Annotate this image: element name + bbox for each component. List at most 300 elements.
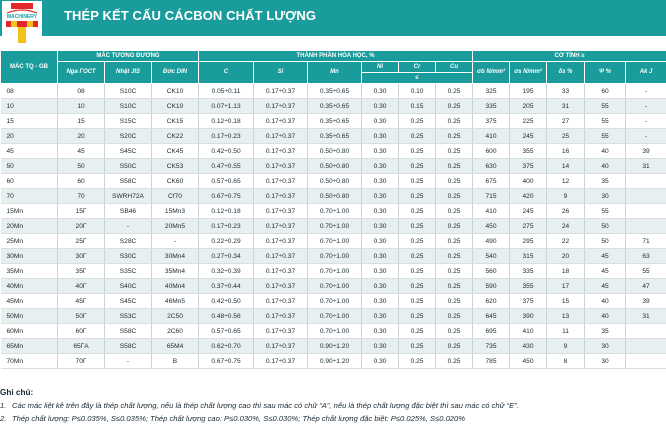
table-cell: B [152, 354, 199, 369]
table-cell: 15Mn3 [152, 204, 199, 219]
table-cell: - [626, 114, 666, 129]
logo-text: MACHINERY [6, 14, 38, 20]
group-mac-tuong-duong: MÁC TƯƠNG ĐƯƠNG [58, 51, 199, 62]
table-row [1, 309, 666, 324]
table-cell: 0.25 [399, 324, 436, 339]
table-cell: 35Г [58, 264, 105, 279]
table-cell: 70 [58, 189, 105, 204]
table-cell: 0.57÷0.65 [199, 324, 254, 339]
table-cell: 08 [1, 84, 58, 99]
table-cell: 0.25 [436, 264, 473, 279]
col-sigma-b: σb N/mm² [473, 62, 510, 84]
table-cell: 0.90÷1.20 [308, 339, 362, 354]
table-row [1, 159, 666, 174]
table-cell: CK22 [152, 129, 199, 144]
table-cell: 2C50 [152, 309, 199, 324]
table-cell: 11 [547, 324, 585, 339]
table-cell: 8 [547, 354, 585, 369]
table-cell: 70Mn [1, 354, 58, 369]
table-cell: 0.12÷0.18 [199, 204, 254, 219]
table-cell: S28C [105, 234, 152, 249]
table-cell: 63 [626, 249, 666, 264]
table-cell: 0.25 [436, 99, 473, 114]
table-cell: 0.17÷0.37 [254, 294, 308, 309]
table-cell: 15 [58, 114, 105, 129]
table-cell: 0.25 [399, 339, 436, 354]
table-cell: 0.25 [399, 309, 436, 324]
table-cell: 60 [585, 84, 626, 99]
table-cell: 0.30 [362, 114, 399, 129]
table-cell: 410 [510, 324, 547, 339]
table-cell: 735 [473, 339, 510, 354]
table-cell: S58C [105, 174, 152, 189]
table-cell: 0.25 [399, 114, 436, 129]
note-number: 2. [0, 414, 7, 423]
table-cell: 0.17÷0.37 [254, 324, 308, 339]
table-row [1, 174, 666, 189]
table-cell: 40 [585, 294, 626, 309]
table-cell: 0.70÷1.00 [308, 324, 362, 339]
table-cell: 26 [547, 204, 585, 219]
table-cell: 0.70÷1.00 [308, 264, 362, 279]
table-cell: SB46 [105, 204, 152, 219]
table-cell: 0.25 [399, 189, 436, 204]
note-number: 1. [0, 401, 7, 410]
table-cell: 55 [585, 129, 626, 144]
table-cell: 600 [473, 144, 510, 159]
table-row [1, 324, 666, 339]
table-cell: 30 [585, 189, 626, 204]
table-cell: 0.30 [362, 204, 399, 219]
table-cell: 0.25 [399, 354, 436, 369]
table-cell: 0.17÷0.37 [254, 129, 308, 144]
table-cell: 335 [473, 99, 510, 114]
table-cell: 0.25 [436, 279, 473, 294]
table-cell: CK45 [152, 144, 199, 159]
table-cell: 0.30 [362, 264, 399, 279]
table-cell: 420 [510, 189, 547, 204]
table-cell: 50 [585, 234, 626, 249]
table-cell: S30C [105, 249, 152, 264]
table-cell: 620 [473, 294, 510, 309]
table-cell: 18 [547, 264, 585, 279]
table-cell: 195 [510, 84, 547, 99]
table-cell: 0.32÷0.39 [199, 264, 254, 279]
table-cell: 0.25 [436, 144, 473, 159]
table-cell: 55 [626, 264, 666, 279]
table-cell: 0.30 [362, 129, 399, 144]
table-cell: 15Mn [1, 204, 58, 219]
table-cell: 0.27÷0.34 [199, 249, 254, 264]
table-cell: 0.25 [436, 114, 473, 129]
table-cell: 630 [473, 159, 510, 174]
table-cell: 0.25 [399, 264, 436, 279]
table-cell: 410 [473, 204, 510, 219]
table-cell: 0.30 [362, 99, 399, 114]
table-cell [626, 354, 666, 369]
table-cell: - [626, 99, 666, 114]
table-cell: 20Mn5 [152, 219, 199, 234]
table-cell: 60 [58, 174, 105, 189]
table-cell: 39 [626, 294, 666, 309]
table-cell: 25Mn [1, 234, 58, 249]
table-cell: 0.25 [436, 354, 473, 369]
table-cell: 245 [510, 204, 547, 219]
table-cell: 40Mn4 [152, 279, 199, 294]
table-row [1, 84, 666, 99]
table-cell: 0.07÷1.13 [199, 99, 254, 114]
col-si: Si [254, 62, 308, 84]
table-cell: Cf70 [152, 189, 199, 204]
table-row [1, 264, 666, 279]
table-cell: 375 [473, 114, 510, 129]
table-cell: 45 [585, 264, 626, 279]
table-cell: 24 [547, 219, 585, 234]
table-cell: 0.30 [362, 84, 399, 99]
table-cell: CK60 [152, 174, 199, 189]
notes-title: Ghi chú: [0, 388, 34, 397]
table-cell: 0.25 [399, 129, 436, 144]
table-cell: 0.47÷0.55 [199, 159, 254, 174]
table-cell: 0.25 [436, 84, 473, 99]
table-cell: 0.17÷0.37 [254, 279, 308, 294]
table-cell: 335 [510, 264, 547, 279]
table-cell: 50Г [58, 309, 105, 324]
table-cell: CK53 [152, 159, 199, 174]
table-cell: 39 [626, 144, 666, 159]
table-cell: 0.17÷0.37 [254, 159, 308, 174]
table-cell: - [105, 354, 152, 369]
col-sigma-s: σs N/mm² [510, 62, 547, 84]
note-item [0, 414, 666, 423]
table-row [1, 339, 666, 354]
table-cell: 35Mn [1, 264, 58, 279]
table-cell: 10 [58, 99, 105, 114]
table-cell: 295 [510, 234, 547, 249]
table-cell: S45C [105, 144, 152, 159]
table-cell: 0.25 [436, 309, 473, 324]
table-row [1, 354, 666, 369]
col-c: C [199, 62, 254, 84]
table-cell: 15Г [58, 204, 105, 219]
table-cell [626, 324, 666, 339]
table-cell: 0.25 [436, 159, 473, 174]
group-thanh-phan-hoa-hoc: THÀNH PHẦN HÓA HỌC, % [199, 51, 473, 62]
table-cell: 0.17÷0.37 [254, 204, 308, 219]
table-cell: 30Mn4 [152, 249, 199, 264]
table-cell: 0.25 [399, 279, 436, 294]
table-cell: 45 [585, 249, 626, 264]
table-row [1, 189, 666, 204]
table-cell: 400 [510, 174, 547, 189]
table-row [1, 219, 666, 234]
table-cell: 0.22÷0.29 [199, 234, 254, 249]
table-cell: 30Mn [1, 249, 58, 264]
note-text: Thép chất lượng: P≤0.035%, S≤0.035%; Thép chất lượng cao: P≤0.030%, S≤0.030%; Thép chất lượng đặc biệt: P≤0.025%, S≤0.020% [12, 414, 465, 423]
table-cell: 0.25 [399, 159, 436, 174]
table-cell: 0.67÷0.75 [199, 189, 254, 204]
table-cell: 46Mn5 [152, 294, 199, 309]
table-cell: 0.37÷0.44 [199, 279, 254, 294]
group-co-tinh: CƠ TÍNH ≥ [473, 51, 666, 62]
table-cell: 0.25 [436, 234, 473, 249]
table-cell: 0.25 [436, 129, 473, 144]
table-cell: 65Mn [1, 339, 58, 354]
table-cell: 0.30 [362, 144, 399, 159]
table-cell: 0.70÷1.00 [308, 294, 362, 309]
table-row [1, 129, 666, 144]
table-cell: 375 [510, 294, 547, 309]
le-symbol: ≤ [362, 73, 473, 84]
table-cell: 10 [1, 99, 58, 114]
table-cell: 40 [585, 159, 626, 174]
table-row [1, 249, 666, 264]
table-cell: 15 [547, 294, 585, 309]
note-item [0, 401, 666, 410]
table-cell: 0.17÷0.37 [254, 114, 308, 129]
table-cell: 22 [547, 234, 585, 249]
table-cell: 55 [585, 114, 626, 129]
table-cell: 0.25 [399, 249, 436, 264]
table-cell: 0.12÷0.18 [199, 114, 254, 129]
table-cell: 60Mn [1, 324, 58, 339]
table-cell: 0.30 [362, 309, 399, 324]
table-cell: 60 [1, 174, 58, 189]
table-cell: 0.35÷0.65 [308, 114, 362, 129]
table-cell: 0.67÷0.75 [199, 354, 254, 369]
table-cell: 0.50÷0.80 [308, 144, 362, 159]
table-cell: S58C [105, 339, 152, 354]
table-cell: S53C [105, 309, 152, 324]
table-cell: - [152, 234, 199, 249]
table-cell: 45 [58, 144, 105, 159]
col-ni: Ni [362, 62, 399, 73]
table-cell: 245 [510, 129, 547, 144]
table-cell: 0.17÷0.37 [254, 234, 308, 249]
table-cell: 355 [510, 279, 547, 294]
table-cell: 20 [58, 129, 105, 144]
table-cell [626, 189, 666, 204]
table-cell: 0.25 [399, 234, 436, 249]
table-cell: 25 [547, 129, 585, 144]
table-cell: 0.30 [362, 279, 399, 294]
col-delta-s: δs % [547, 62, 585, 84]
table-cell: S45C [105, 294, 152, 309]
table-cell: 0.30 [362, 174, 399, 189]
table-cell: S20C [105, 129, 152, 144]
table-cell: 430 [510, 339, 547, 354]
table-cell: 0.30 [362, 234, 399, 249]
table-cell: 31 [626, 309, 666, 324]
table-cell: 355 [510, 144, 547, 159]
table-cell: 450 [473, 219, 510, 234]
col-duc: Đức DIN [152, 62, 199, 84]
table-cell: 40 [585, 309, 626, 324]
table-cell: 490 [473, 234, 510, 249]
table-cell: 33 [547, 84, 585, 99]
table-cell: 20 [547, 249, 585, 264]
table-cell: 12 [547, 174, 585, 189]
table-cell: S58C [105, 324, 152, 339]
table-cell: 55 [585, 204, 626, 219]
table-cell [626, 174, 666, 189]
table-cell: 675 [473, 174, 510, 189]
table-cell: 65M4 [152, 339, 199, 354]
table-cell: 0.17÷0.37 [254, 174, 308, 189]
table-row [1, 294, 666, 309]
col-mn: Mn [308, 62, 362, 84]
table-cell: S35C [105, 264, 152, 279]
table-cell: 13 [547, 309, 585, 324]
table-cell: 20 [1, 129, 58, 144]
table-cell: 31 [547, 99, 585, 114]
table-cell: 0.17÷0.37 [254, 84, 308, 99]
col-mac-tq: MÁC TQ - GB [1, 51, 58, 84]
table-cell: 50 [58, 159, 105, 174]
table-cell: 0.30 [362, 219, 399, 234]
table-cell: 0.30 [362, 249, 399, 264]
table-cell: SWRH72A [105, 189, 152, 204]
table-cell: 0.50÷0.80 [308, 174, 362, 189]
table-cell: 0.70÷1.00 [308, 309, 362, 324]
table-cell: 0.25 [399, 174, 436, 189]
table-cell: 50Mn [1, 309, 58, 324]
table-cell [626, 219, 666, 234]
table-cell: 70 [1, 189, 58, 204]
table-cell: 0.25 [399, 204, 436, 219]
table-cell: - [105, 219, 152, 234]
table-cell: 0.17÷0.37 [254, 249, 308, 264]
table-cell: 65ГA [58, 339, 105, 354]
table-cell: 0.62÷0.70 [199, 339, 254, 354]
col-ak: Ak J [626, 62, 666, 84]
table-cell: 0.17÷0.37 [254, 354, 308, 369]
table-cell: 0.30 [362, 324, 399, 339]
table-cell: S10C [105, 84, 152, 99]
table-cell: 0.57÷0.65 [199, 174, 254, 189]
col-nga: Nga ГОСТ [58, 62, 105, 84]
table-cell: 390 [510, 309, 547, 324]
table-cell: 0.35÷0.65 [308, 84, 362, 99]
table-cell: 50 [585, 219, 626, 234]
table-cell: 47 [626, 279, 666, 294]
table-cell: 15 [1, 114, 58, 129]
table-cell: 0.17÷0.37 [254, 189, 308, 204]
table-cell: 45 [585, 279, 626, 294]
table-cell: 0.35÷0.65 [308, 129, 362, 144]
table-cell: 16 [547, 144, 585, 159]
table-cell: 50 [1, 159, 58, 174]
table-cell: 0.15 [399, 99, 436, 114]
table-cell: 325 [473, 84, 510, 99]
col-psi: Ψ % [585, 62, 626, 84]
table-cell: 0.70÷1.00 [308, 249, 362, 264]
table-cell: 205 [510, 99, 547, 114]
table-row [1, 99, 666, 114]
table-row [1, 234, 666, 249]
table-cell: 0.25 [436, 174, 473, 189]
table-cell: S15C [105, 114, 152, 129]
notes-section [0, 388, 666, 423]
table-cell: 71 [626, 234, 666, 249]
table-cell: CK15 [152, 114, 199, 129]
table-cell: 0.70÷1.00 [308, 204, 362, 219]
table-cell: 540 [473, 249, 510, 264]
table-cell: 0.30 [362, 159, 399, 174]
table-row [1, 279, 666, 294]
table-cell: 45Mn [1, 294, 58, 309]
table-cell: 560 [473, 264, 510, 279]
table-cell: CK10 [152, 99, 199, 114]
table-row [1, 114, 666, 129]
table-cell: 70Г [58, 354, 105, 369]
table-cell: 35 [585, 324, 626, 339]
table-cell: 0.50÷0.80 [308, 159, 362, 174]
table-cell: 0.70÷1.00 [308, 279, 362, 294]
note-text: Các mác liệt kê trên đây là thép chất lượng, nếu là thép chất lượng cao thì sau mác có chữ “A”, nếu là thép chất lượng đặc biệt thì sau mác có chữ “E”. [12, 401, 519, 410]
table-cell: 0.42÷0.50 [199, 294, 254, 309]
table-cell: 695 [473, 324, 510, 339]
steel-grade-table [0, 50, 666, 369]
table-cell: 0.05÷0.11 [199, 84, 254, 99]
table-cell: 0.30 [362, 189, 399, 204]
table-cell: 0.70÷1.00 [308, 234, 362, 249]
page-title: THÉP KẾT CẤU CÁCBON CHẤT LƯỢNG [64, 8, 317, 23]
table-cell: 17 [547, 279, 585, 294]
table-cell: 0.17÷0.37 [254, 264, 308, 279]
table-row [1, 144, 666, 159]
table-cell: 715 [473, 189, 510, 204]
table-cell: 0.35÷0.65 [308, 99, 362, 114]
table-cell: 0.25 [436, 219, 473, 234]
table-cell: 14 [547, 159, 585, 174]
table-cell: 0.25 [399, 219, 436, 234]
table-cell: S10C [105, 99, 152, 114]
table-cell: 9 [547, 189, 585, 204]
table-cell: 0.25 [436, 339, 473, 354]
col-cu: Cu [436, 62, 473, 73]
table-cell: 225 [510, 114, 547, 129]
table-cell: 0.17÷0.37 [254, 144, 308, 159]
table-cell: 450 [510, 354, 547, 369]
table-cell: 0.48÷0.56 [199, 309, 254, 324]
table-cell: 31 [626, 159, 666, 174]
table-cell: 60Г [58, 324, 105, 339]
table-cell: 0.25 [436, 189, 473, 204]
table-cell: 590 [473, 279, 510, 294]
table-cell: 30 [585, 339, 626, 354]
table-cell: 20Г [58, 219, 105, 234]
table-cell: 785 [473, 354, 510, 369]
table-cell: 0.25 [436, 294, 473, 309]
table-cell: - [626, 129, 666, 144]
table-cell: 0.17÷0.37 [254, 99, 308, 114]
table-cell: 0.25 [436, 204, 473, 219]
table-cell: 0.17÷0.37 [254, 339, 308, 354]
table-cell: 25Г [58, 234, 105, 249]
table-cell: 0.10 [399, 84, 436, 99]
col-cr: Cr [399, 62, 436, 73]
table-cell: 0.70÷1.00 [308, 219, 362, 234]
table-cell: 0.25 [399, 144, 436, 159]
table-cell: 35 [585, 174, 626, 189]
table-cell: 315 [510, 249, 547, 264]
table-cell: 40 [585, 144, 626, 159]
table-cell: 0.25 [399, 294, 436, 309]
table-cell: S50C [105, 159, 152, 174]
table-cell [626, 204, 666, 219]
table-cell: 08 [58, 84, 105, 99]
